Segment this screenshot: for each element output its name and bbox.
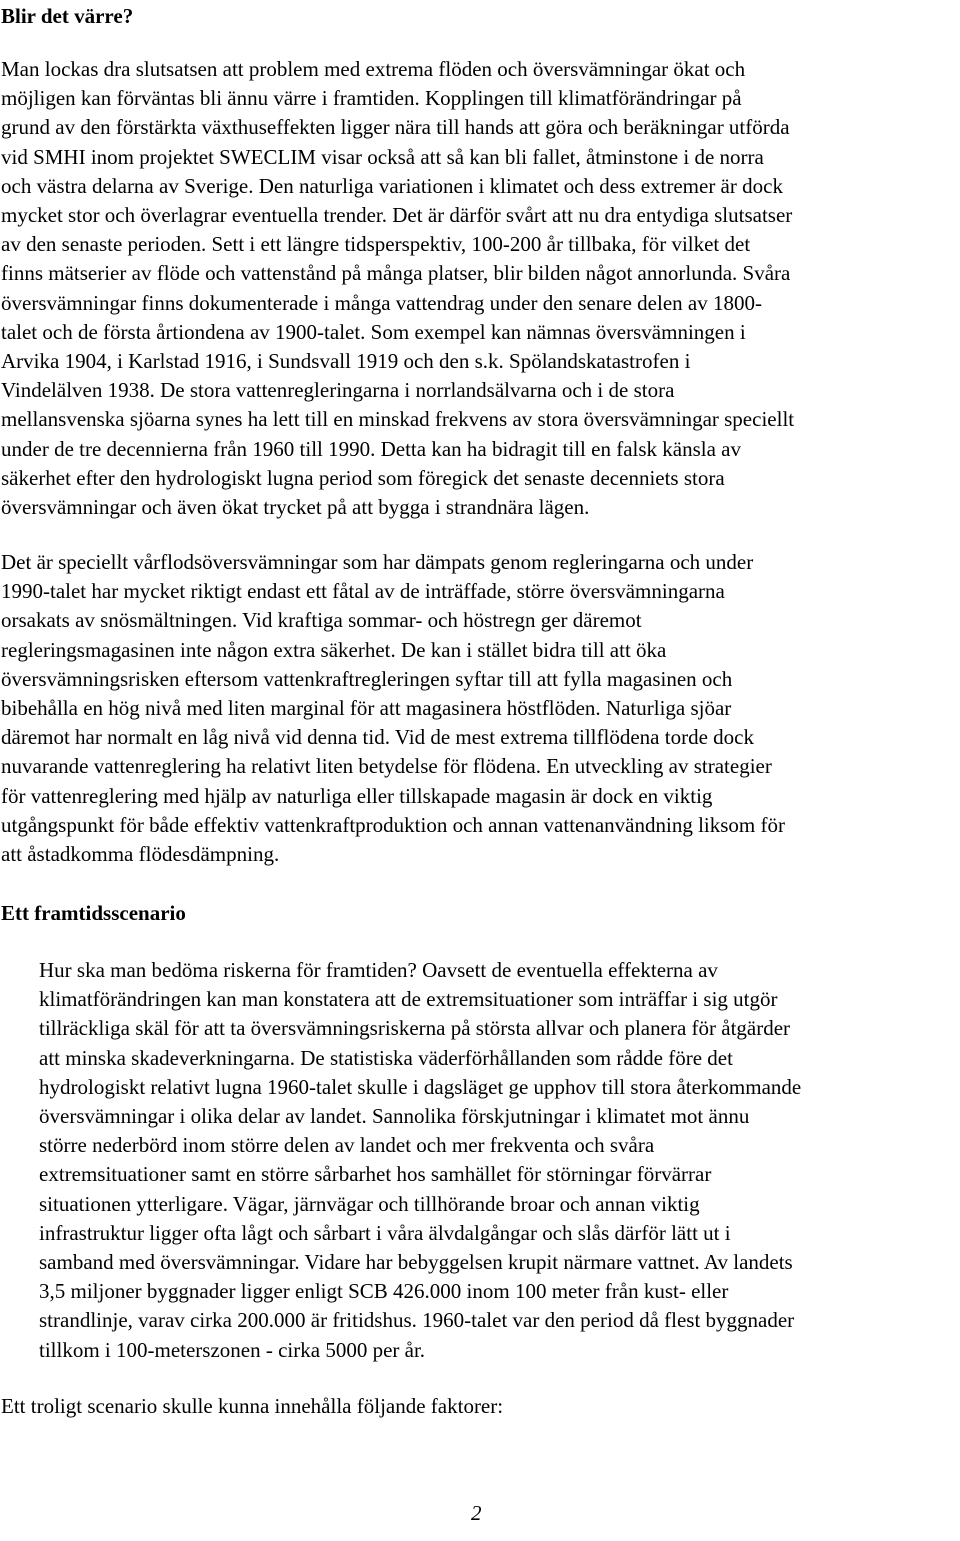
heading-ett-framtidsscenario: Ett framtidsscenario: [1, 901, 186, 925]
paragraph-3: [39, 956, 801, 1365]
paragraph-line: finns mätserier av flöde och vattenstånd på många platser, blir bilden något annorlunda. Svåra: [1, 261, 791, 286]
paragraph-line: översvämningar finns dokumenterade i många vattendrag under den senare delen av 1800-: [1, 290, 762, 315]
paragraph-line: Vindelälven 1938. De stora vattenregleringarna i norrlandsälvarna och i de stora: [1, 378, 675, 403]
paragraph-line: och västra delarna av Sverige. Den naturliga variationen i klimatet och dess extremer är dock: [1, 173, 783, 198]
paragraph-4: Ett troligt scenario skulle kunna innehålla följande faktorer:: [1, 1394, 504, 1418]
paragraph-line: samband med översvämningar. Vidare har bebyggelsen krupit närmare vattnet. Av landets: [39, 1250, 793, 1275]
paragraph-line: Man lockas dra slutsatsen att problem med extrema flöden och översvämningar ökat och: [1, 57, 746, 81]
paragraph-line: tillkom i 100-meterszonen - cirka 5000 per år.: [39, 1337, 426, 1362]
paragraph-line: klimatförändringen kan man konstatera att de extremsituationer som inträffar i sig utgör: [39, 987, 778, 1012]
paragraph-line: Arvika 1904, i Karlstad 1916, i Sundsvall 1919 och den s.k. Spölandskatastrofen i: [1, 349, 691, 374]
paragraph-line: Det är speciellt vårflodsöversvämningar som har dämpats genom regleringarna och under: [1, 550, 754, 574]
paragraph-line: talet och de första årtiondena av 1900-talet. Som exempel kan nämnas översvämningen i: [1, 319, 746, 344]
paragraph-line: 3,5 miljoner byggnader ligger enligt SCB 426.000 inom 100 meter från kust- eller: [39, 1279, 729, 1304]
paragraph-line: strandlinje, varav cirka 200.000 är fritidshus. 1960-talet var den period då flest byggnader: [39, 1308, 795, 1333]
paragraph-line: under de tre decennierna från 1960 till 1990. Detta kan ha bidragit till en falsk känsla av: [1, 436, 741, 461]
paragraph-line: infrastruktur ligger ofta lågt och sårbart i våra älvdalgångar och slås därför lätt ut i: [39, 1220, 731, 1245]
paragraph-line: större nederbörd inom större delen av landet och mer frekventa och svåra: [39, 1133, 655, 1158]
heading-blir-det-varre: Blir det värre?: [1, 4, 134, 28]
paragraph-line: nuvarande vattenreglering ha relativt liten betydelse för flödena. En utveckling av strategier: [1, 754, 772, 779]
paragraph-line: översvämningsrisken eftersom vattenkraftregleringen syftar till att fylla magasinen och: [1, 666, 733, 691]
paragraph-line: möjligen kan förväntas bli ännu värre i framtiden. Kopplingen till klimatförändringar på: [1, 86, 742, 111]
paragraph-line: att minska skadeverkningarna. De statistiska väderförhållanden som rådde före det: [39, 1045, 733, 1070]
paragraph-line: av den senaste perioden. Sett i ett längre tidsperspektiv, 100-200 år tillbaka, för vilket det: [1, 232, 751, 257]
paragraph-line: grund av den förstärkta växthuseffekten ligger nära till hands att göra och beräkningar utförda: [1, 115, 790, 140]
paragraph-1: [1, 55, 794, 522]
paragraph-line: 1990-talet har mycket riktigt endast ett fåtal av de inträffade, större översvämningarna: [1, 579, 725, 604]
paragraph-line: utgångspunkt för både effektiv vattenkraftproduktion och annan vattenanvändning liksom för: [1, 812, 785, 837]
paragraph-line: hydrologiskt relativt lugna 1960-talet skulle i dagsläget ge upphov till stora återkommande: [39, 1074, 802, 1099]
paragraph-line: att åstadkomma flödesdämpning.: [1, 842, 280, 867]
paragraph-line: orsakats av snösmältningen. Vid kraftiga sommar- och höstregn ger däremot: [1, 608, 642, 633]
paragraph-line: mycket stor och överlagrar eventuella trender. Det är därför svårt att nu dra entydiga slutsatser: [1, 203, 793, 228]
paragraph-line: för vattenreglering med hjälp av naturliga eller tillskapade magasin är dock en viktig: [1, 783, 713, 808]
paragraph-line: däremot har normalt en låg nivå vid denna tid. Vid de mest extrema tillflödena torde dock: [1, 725, 754, 750]
paragraph-line: mellansvenska sjöarna synes ha lett till en minskad frekvens av stora översvämningar speciellt: [1, 407, 795, 432]
paragraph-line: vid SMHI inom projektet SWECLIM visar också att så kan bli fallet, åtminstone i de norra: [1, 144, 764, 169]
paragraph-line: säkerhet efter den hydrologiskt lugna period som föregick det senaste decenniets stora: [1, 465, 725, 490]
paragraph-line: tillräckliga skäl för att ta översvämningsriskerna på största allvar och planera för åtgärder: [39, 1016, 791, 1041]
paragraph-line: extremsituationer samt en större sårbarhet hos samhället för störningar förvärrar: [39, 1162, 712, 1187]
paragraph-line: bibehålla en hög nivå med liten marginal för att magasinera höstflöden. Naturliga sjöar: [1, 696, 732, 721]
paragraph-line: situationen ytterligare. Vägar, järnvägar och tillhörande broar och annan viktig: [39, 1191, 700, 1216]
page-number: 2: [471, 1501, 482, 1525]
paragraph-line: regleringsmagasinen inte någon extra säkerhet. De kan i stället bidra till att öka: [1, 637, 667, 662]
paragraph-line: Hur ska man bedöma riskerna för framtiden? Oavsett de eventuella effekterna av: [39, 958, 718, 982]
paragraph-line: översvämningar i olika delar av landet. Sannolika förskjutningar i klimatet mot ännu: [39, 1104, 750, 1129]
paragraph-line: översvämningar och även ökat trycket på att bygga i strandnära lägen.: [1, 495, 590, 520]
paragraph-2: [1, 548, 785, 869]
